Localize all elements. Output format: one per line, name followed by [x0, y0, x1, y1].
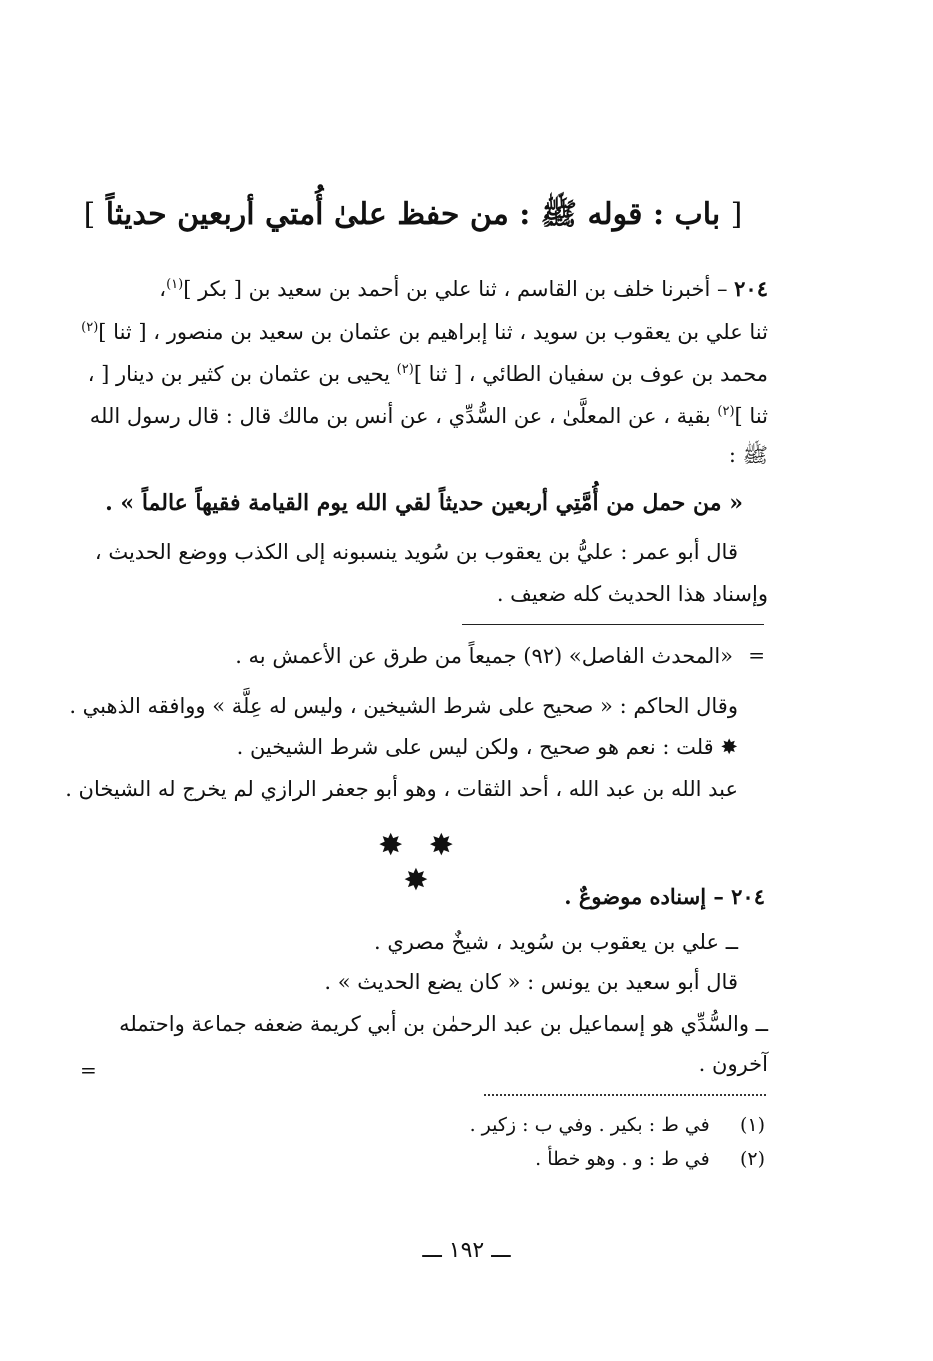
footnote-separator	[484, 1094, 766, 1096]
hadith-text: يحيى بن عثمان بن كثير بن دينار [ ،	[87, 362, 390, 386]
footnote-ref: (٢)	[81, 320, 99, 335]
comment-line-1: قال أبو عمر : عليُّ بن يعقوب بن سُويد ينسبونه إلى الكذب ووضع الحديث ،	[94, 540, 738, 564]
hadith-text: ،	[159, 277, 167, 301]
continuation-line-3: ✸ قلت : نعم هو صحيح ، ولكن ليس على شرط الشيخين .	[236, 735, 738, 759]
continuation-next-mark: =	[80, 1058, 97, 1082]
title-text: باب : قوله ﷺ : من حفظ علىٰ أُمتي أربعين حديثاً	[105, 197, 721, 232]
takhrij-line-2: قال أبو سعيد بن يونس : « كان يضع الحديث » .	[324, 970, 738, 994]
footnote-ref: (٢)	[717, 404, 735, 419]
continuation-line-4: عبد الله بن عبد الله ، أحد الثقات ، وهو أبو جعفر الرازي لم يخرج له الشيخان .	[65, 777, 738, 801]
chapter-title	[63, 196, 763, 239]
hadith-number: ٢٠٤	[734, 276, 768, 301]
takhrij-line-1: ــ علي بن يعقوب بن سُويد ، شيخٌ مصري .	[374, 930, 738, 954]
continuation-mark: =	[748, 643, 765, 667]
comment-line-2: وإسناد هذا الحديث كله ضعيف .	[496, 582, 768, 606]
hadith-text: ثنا ]	[734, 404, 768, 428]
title-open-bracket: [	[730, 197, 743, 232]
takhrij-line-3: ــ والسُّدِّي هو إسماعيل بن عبد الرحمٰن بن أبي كريمة ضعفه جماعة واحتمله	[119, 1012, 768, 1036]
separator-rule	[462, 624, 764, 625]
hadith-text: بقية ، عن المعلَّىٰ ، عن السُّدِّي ، عن أنس بن مالك قال : قال رسول الله	[89, 404, 711, 428]
hadith-text: محمد بن عوف بن سفيان الطائي ، [ ثنا ]	[413, 362, 768, 386]
continuation-line-1: «المحدث الفاصل» (٩٢) جميعاً من طرق عن الأعمش به .	[235, 644, 733, 668]
hadith-matn: « من حمل من أُمَّتِي أربعين حديثاً لقي الله يوم القيامة فقيهاً عالماً » .	[105, 490, 743, 516]
hadith-line-3	[88, 362, 768, 386]
footnote-text: في ط : و . وهو خطأ .	[535, 1148, 710, 1170]
takhrij-line-4: آخرون .	[698, 1052, 768, 1076]
star-separator: ✸ ✸ ✸	[378, 828, 462, 898]
takhrij-heading: ٢٠٤ – إسناده موضوعٌ .	[564, 884, 765, 909]
footnote-number: (٢)	[739, 1148, 765, 1170]
hadith-line-5: ﷺ :	[728, 443, 768, 467]
footnote-1	[470, 1114, 765, 1136]
footnote-text: في ط : بكير . وفي ب : زكير .	[469, 1114, 710, 1136]
page-number: ـــ ١٩٢ ـــ	[422, 1238, 511, 1263]
hadith-text: – أخبرنا خلف بن القاسم ، ثنا علي بن أحمد بن سعيد بن [ بكر ]	[183, 277, 728, 301]
hadith-line-1	[159, 276, 768, 301]
hadith-text: ثنا علي بن يعقوب بن سويد ، ثنا إبراهيم بن عثمان بن سعيد بن منصور ، [ ثنا ]	[98, 320, 768, 344]
footnote-number: (١)	[739, 1114, 765, 1136]
footnote-2	[535, 1148, 765, 1170]
title-close-bracket: ]	[83, 197, 96, 232]
hadith-line-4	[90, 404, 768, 428]
footnote-ref: (٢)	[396, 362, 414, 377]
footnote-ref: (١)	[166, 277, 184, 292]
continuation-line-2: وقال الحاكم : « صحيح على شرط الشيخين ، وليس له عِلَّة » ووافقه الذهبي .	[69, 694, 738, 718]
hadith-line-2	[81, 320, 768, 344]
